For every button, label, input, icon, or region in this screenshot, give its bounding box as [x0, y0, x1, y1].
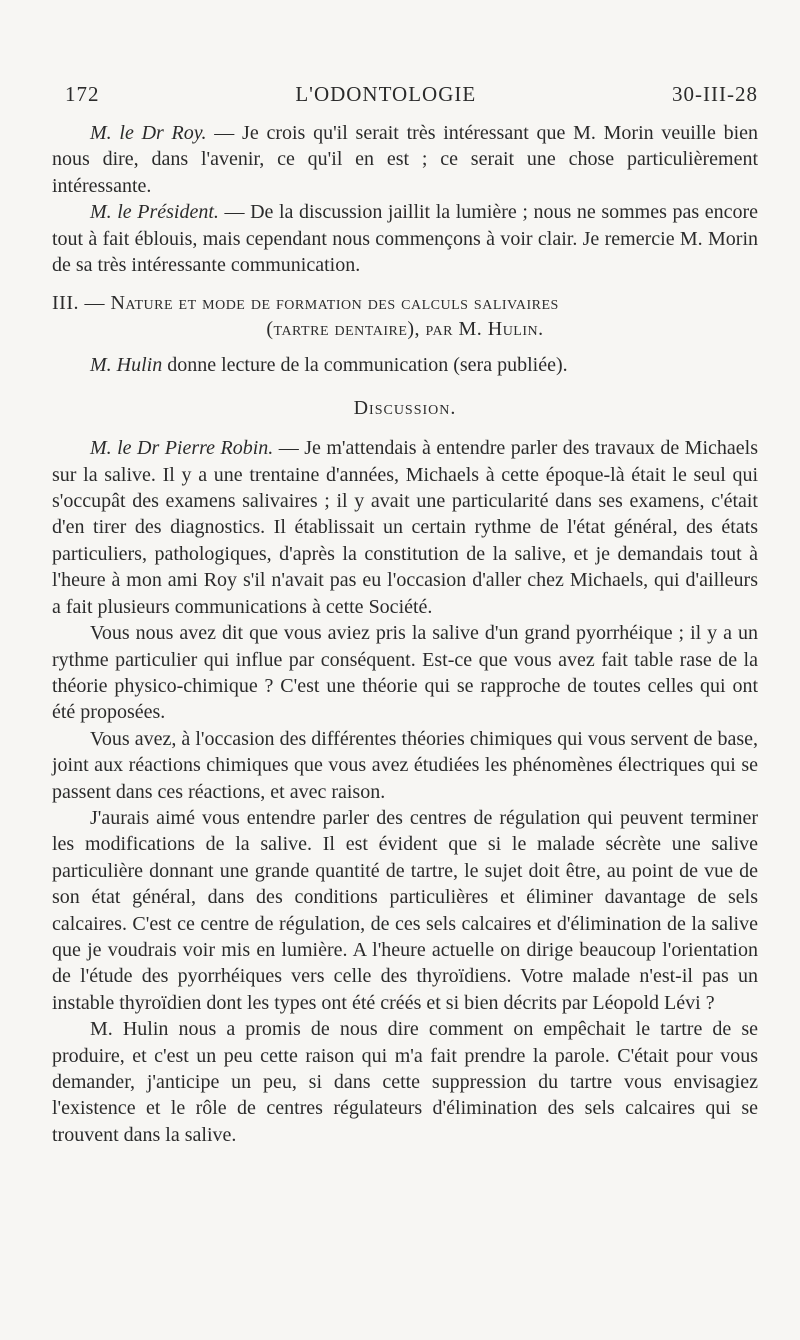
paragraph-text: donne lecture de la communication (sera publiée).	[162, 354, 568, 377]
speaker-name: M. le Dr Roy.	[90, 122, 207, 144]
section-numeral: III.	[52, 292, 79, 315]
section-title-line-1: — Nature et mode de formation des calculs salivaires	[78, 292, 559, 315]
running-header	[65, 82, 758, 107]
section-title-line-2: (tartre dentaire), par M. Hulin.	[266, 318, 544, 341]
paragraph-hulin	[52, 352, 758, 378]
body-text	[52, 120, 758, 1148]
speaker-name: M. le Président.	[90, 201, 219, 224]
paragraph-robin	[52, 435, 758, 620]
paragraph-text: — Je crois qu'il serait très intéressant que M. Morin veuille bien nous dire, dans l'avenir, ce qu'il en est ; ce serait une chose particulièrement intéressante.	[52, 122, 758, 197]
paragraph-text: — Je m'attendais à entendre parler des travaux de Michaels sur la salive. Il y a une trentaine d'années, Michaels à cette époque-là était le seul qui s'occupât des examens salivaires ; il y avait une particularité dans ses examens, c'était d'en tirer des diagnostics. Il établissait un certain rythme de l'état général, des états particuliers, pathologiques, d'après la constitution de la salive, et je demandais tout à l'heure à mon ami Roy s'il n'avait pas eu l'occasion d'aller chez Michaels, qui d'ailleurs a fait plusieurs communications à cette Société.	[52, 437, 758, 618]
paragraph-7: J'aurais aimé vous entendre parler des centres de régulation qui peuvent terminer les modifications de la salive. Il est évident que si le malade sécrète une salive particulière donnant une grande quantité de tartre, le sujet doit être, au point de vue de son état général, dans des conditions particulières et éliminer davantage de sels calcaires. C'est ce centre de régulation, de ces sels calcaires et d'élimination de la salive que je voudrais voir mis en lumière. A l'heure actuelle on dirige beaucoup l'orientation de l'étude des pyorrhéiques vers celle des thyroïdiens. Votre malade n'est-il pas un instable thyroïdien dont les types ont été créés et si bien décrits par Léopold Lévi ?	[52, 806, 758, 1014]
paragraph-6: Vous avez, à l'occasion des différentes théories chimiques qui vous servent de base, joint aux réactions chimiques que vous avez étudiées les phénomènes électriques qui se passent dans ces réactions, et avec raison.	[52, 727, 758, 803]
speaker-name: M. Hulin	[90, 354, 163, 377]
paragraph-8: M. Hulin nous a promis de nous dire comment on empêchait le tartre de se produire, et c'est un peu cette raison qui m'a fait prendre la parole. C'était pour vous demander, j'anticipe un peu, si dans cette suppression du tartre vous envisagiez l'existence et le rôle de centres régulateurs d'élimination des sels calcaires qui se trouvent dans la salive.	[52, 1018, 758, 1146]
issue-date: 30-III-28	[672, 82, 758, 106]
discussion-heading: Discussion.	[353, 396, 457, 419]
paragraph-5: Vous nous avez dit que vous aviez pris la salive d'un grand pyorrhéique ; il y a un rythme particulier qui influe par conséquent. Est-ce que vous avez fait table rase de la théorie physico-chimique ? C'est une théorie qui se rapproche de toutes celles qui ont été proposées.	[52, 622, 758, 724]
paragraph-text: — De la discussion jaillit la lumière ; nous ne sommes pas encore tout à fait éblouis, mais cependant nous commençons à voir clair. Je remercie M. Morin de sa très intéressante communication.	[52, 201, 758, 277]
paragraph-president	[52, 199, 758, 278]
paragraph-roy	[52, 120, 758, 199]
journal-title: L'ODONTOLOGIE	[295, 82, 477, 106]
section-heading	[52, 290, 758, 342]
speaker-name: M. le Dr Pierre Robin.	[90, 437, 274, 460]
page-number: 172	[65, 82, 100, 106]
